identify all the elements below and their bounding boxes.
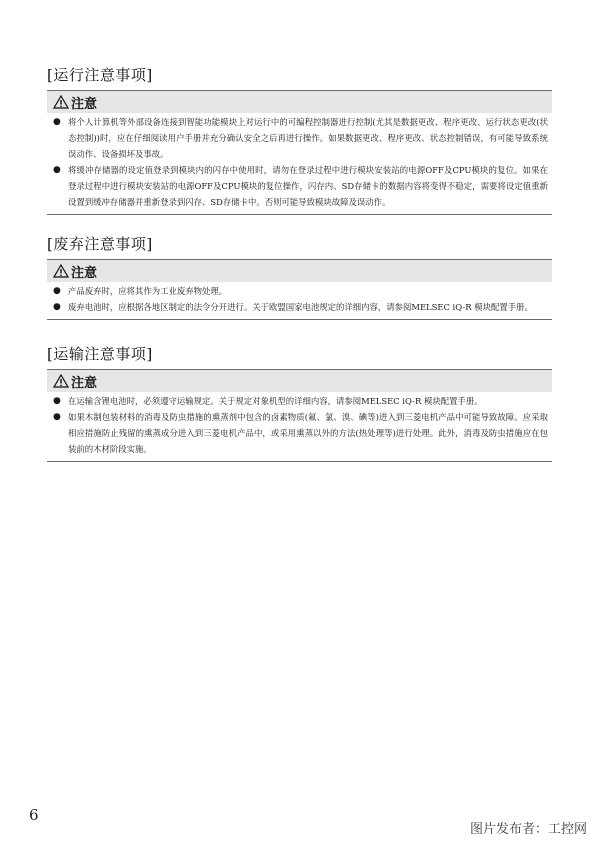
warning-triangle-icon bbox=[53, 264, 69, 278]
caution-header bbox=[47, 260, 552, 282]
caution-box bbox=[47, 369, 552, 462]
item-text: 在运输含锂电池时，必须遵守运输规定。关于规定对象机型的详细内容，请参阅MELSEC iQ-R 模块配置手册。 bbox=[68, 396, 483, 406]
caution-box bbox=[47, 90, 552, 215]
caution-header bbox=[47, 370, 552, 392]
bullet-icon: ● bbox=[53, 412, 61, 422]
list-item bbox=[53, 409, 548, 457]
warning-triangle-icon bbox=[53, 95, 69, 109]
bullet-icon: ● bbox=[53, 117, 61, 127]
item-text: 如果木制包装材料的消毒及防虫措施的熏蒸剂中包含的卤素物质(氟、氯、溴、碘等)进入到三菱电机产品中可能导致故障。应采取相应措施防止残留的熏蒸成分进入到三菱电机产品中，或采用熏蒸以外的方法(热处理等)进行处理。此外，消毒及防虫措施应在包装前的木材阶段实施。 bbox=[68, 412, 548, 454]
caution-body bbox=[47, 392, 552, 461]
page-number: 6 bbox=[29, 806, 39, 824]
bullet-icon: ● bbox=[53, 302, 61, 312]
caution-label: 注意 bbox=[71, 265, 98, 281]
caution-box bbox=[47, 259, 552, 320]
watermark: 图片发布者：工控网 bbox=[469, 822, 587, 837]
caution-header bbox=[47, 91, 552, 113]
caution-label: 注意 bbox=[71, 96, 98, 112]
bullet-icon: ● bbox=[53, 165, 61, 175]
list-item bbox=[53, 114, 548, 162]
item-text: 将缓冲存储器的设定值登录到模块内的闪存中使用时，请勿在登录过程中进行模块安装站的电源OFF及CPU模块的复位。如果在登录过程中进行模块安装站的电源OFF及CPU模块的复位操作，闪存内、SD存储卡的数据内容将变得不稳定，需要将设定值重新设置到缓冲存储器并重新登录到闪存、SD存储卡中。否则可能导致模块故障及误动作。 bbox=[68, 165, 548, 207]
list-item bbox=[53, 162, 548, 210]
caution-body bbox=[47, 113, 552, 214]
caution-label: 注意 bbox=[71, 375, 98, 391]
list-item bbox=[53, 299, 548, 315]
bullet-icon: ● bbox=[53, 396, 61, 406]
item-text: 产品废弃时，应将其作为工业废弃物处理。 bbox=[68, 286, 228, 296]
section-title: [废弃注意事项] bbox=[47, 235, 153, 253]
item-text: 将个人计算机等外部设备连接到智能功能模块上对运行中的可编程控制器进行控制(尤其是数据更改、程序更改、运行状态更改(状态控制))时，应在仔细阅读用户手册并充分确认安全之后再进行操作。如果数据更改、程序更改、状态控制错误，有可能导致系统误动作、设备损坏及事故。 bbox=[68, 117, 548, 159]
item-text: 废弃电池时，应根据各地区制定的法令分开进行。关于欧盟国家电池规定的详细内容，请参阅MELSEC iQ-R 模块配置手册。 bbox=[68, 302, 533, 312]
list-item bbox=[53, 393, 548, 409]
warning-triangle-icon bbox=[53, 374, 69, 388]
caution-body bbox=[47, 282, 552, 319]
section-title: [运行注意事项] bbox=[47, 66, 153, 84]
section-title: [运输注意事项] bbox=[47, 345, 153, 363]
bullet-icon: ● bbox=[53, 286, 61, 296]
list-item bbox=[53, 283, 548, 299]
